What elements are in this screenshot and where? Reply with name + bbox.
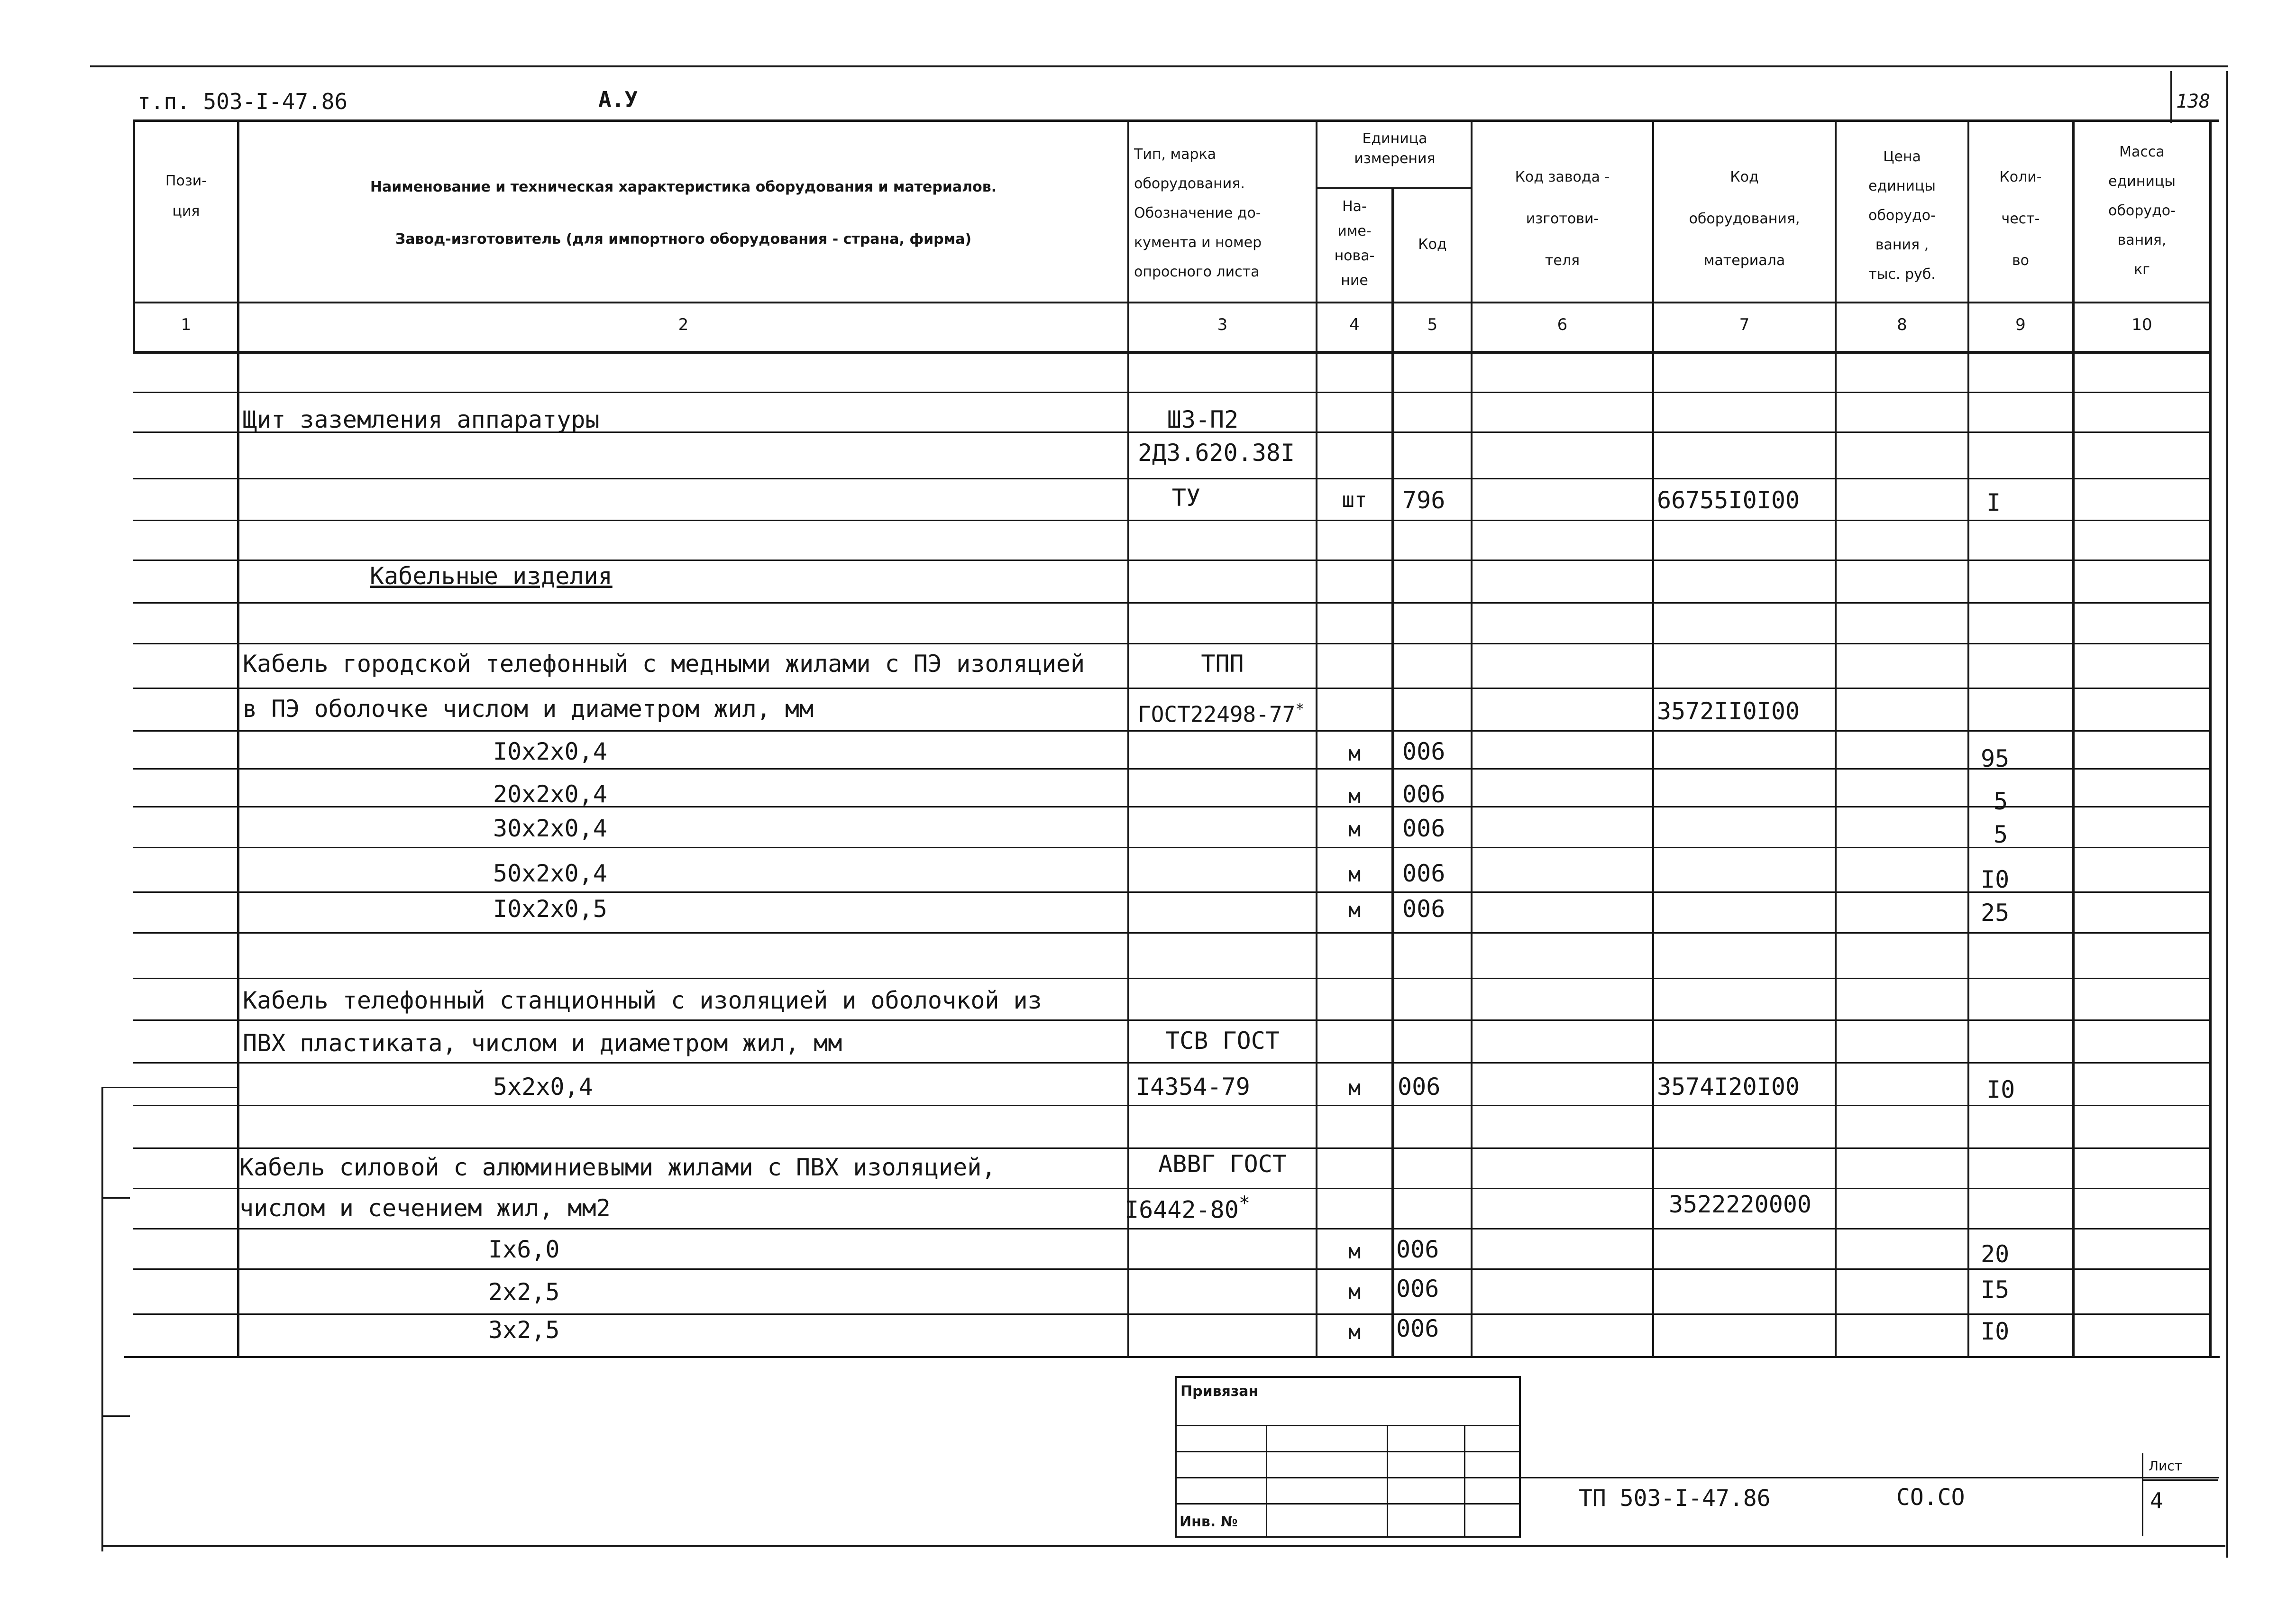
item-qty: I0 [1986, 1076, 2015, 1103]
col-5-title: Код [1418, 236, 1447, 253]
item-name: 5х2х0,4 [493, 1073, 593, 1101]
item-name: Iх6,0 [488, 1236, 560, 1263]
item-unit: м [1348, 1076, 1361, 1100]
item-type: 2ДЗ.620.38I [1138, 439, 1295, 467]
inventory-label: Инв. № [1180, 1514, 1238, 1530]
item-qty: I0 [1981, 1318, 2010, 1345]
item-unit-code: 796 [1402, 486, 1445, 514]
sheet-label: Лист [2149, 1458, 2182, 1474]
col-num-7: 7 [1739, 315, 1750, 334]
item-equip-code: 3574I20I00 [1657, 1073, 1800, 1101]
item-name: I0х2х0,4 [493, 738, 607, 765]
item-unit-code: 006 [1402, 860, 1445, 887]
item-unit-code: 006 [1402, 815, 1445, 842]
item-qty: I0 [1981, 866, 2010, 893]
col-2-title: Наименование и техническая характеристика оборудования и материалов. Завод-изготовитель (для импортного оборудования - страна, фирма) [370, 179, 997, 248]
col-num-10: 10 [2131, 315, 2152, 334]
col-num-9: 9 [2015, 315, 2026, 334]
item-type: I4354-79 [1136, 1073, 1250, 1101]
item-unit-code: 006 [1398, 1073, 1441, 1101]
item-name: Кабель силовой с алюминиевыми жилами с ПВХ изоляцией, [239, 1154, 996, 1181]
item-name: 30х2х0,4 [493, 815, 607, 842]
item-unit-code: 006 [1396, 1315, 1439, 1342]
item-unit: м [1348, 784, 1361, 808]
item-qty: I [1986, 489, 2001, 516]
item-type: АВВГ ГОСТ [1158, 1150, 1287, 1178]
item-name: I0х2х0,5 [493, 895, 607, 923]
item-name: числом и сечением жил, мм2 [239, 1194, 611, 1222]
col-num-8: 8 [1897, 315, 1907, 334]
item-unit: м [1348, 1239, 1361, 1264]
col-num-1: 1 [181, 315, 192, 334]
col-1-title: Пози- ция [165, 173, 207, 220]
col-7-title: Код оборудования, материала [1689, 169, 1800, 269]
bound-label: Привязан [1180, 1383, 1259, 1400]
item-unit: м [1348, 1280, 1361, 1304]
item-name: Кабель городской телефонный с медными жилами с ПЭ изоляцией [243, 650, 1085, 678]
item-unit-code: 006 [1396, 1275, 1439, 1303]
item-type: ТУ [1171, 484, 1201, 512]
item-qty: 5 [1994, 821, 2008, 848]
col-9-title: Коли- чест- во [1999, 169, 2042, 269]
item-unit: м [1348, 742, 1361, 766]
col-num-6: 6 [1557, 315, 1568, 334]
item-unit: м [1348, 862, 1361, 887]
col-3-title: Тип, марка оборудования. Обозначение до- кумента и номер опросного листа [1134, 146, 1262, 280]
item-type: ТСВ ГОСТ [1165, 1027, 1280, 1055]
item-type: I6442-80* [1125, 1193, 1250, 1224]
item-unit-code: 006 [1402, 895, 1445, 923]
item-equip-code: 66755I0I00 [1657, 486, 1800, 514]
item-name: 50х2х0,4 [493, 860, 607, 887]
item-name: 2х2,5 [488, 1278, 560, 1306]
item-name: Щит заземления аппаратуры [243, 406, 600, 433]
item-name: в ПЭ оболочке числом и диаметром жил, мм [243, 695, 814, 723]
item-name: 20х2х0,4 [493, 780, 607, 808]
col-num-3: 3 [1217, 315, 1228, 334]
item-type: ШЗ-П2 [1167, 406, 1239, 433]
item-unit-code: 006 [1396, 1236, 1439, 1263]
doc-reference: т.п. 503-I-47.86 [137, 89, 348, 114]
item-qty: 95 [1981, 745, 2010, 772]
sheet-code: А.У [598, 87, 638, 112]
item-qty: I5 [1981, 1276, 2010, 1303]
item-unit: м [1348, 1320, 1361, 1344]
col-num-2: 2 [678, 315, 689, 334]
col-6-title: Код завода - изготови- теля [1515, 169, 1610, 269]
item-unit: м [1348, 898, 1361, 922]
document-title: ТП 503-I-47.86 [1579, 1485, 1771, 1512]
page-number: 138 [2176, 91, 2211, 112]
unit-group-title: Единица измерения [1354, 130, 1436, 167]
col-num-4: 4 [1349, 315, 1360, 334]
col-4-title: На- име- нова- ние [1334, 198, 1375, 289]
col-8-title: Цена единицы оборудо- вания , тыс. руб. [1868, 148, 1936, 283]
item-unit-code: 006 [1402, 780, 1445, 808]
document-suffix: СО.СО [1896, 1484, 1965, 1511]
section-title: Кабельные изделия [370, 562, 613, 590]
item-type: ГОСТ22498-77* [1138, 700, 1305, 727]
col-10-title: Масса единицы оборудо- вания, кг [2108, 144, 2176, 278]
item-unit: м [1348, 817, 1361, 842]
item-name: 3х2,5 [488, 1316, 560, 1344]
col-num-5: 5 [1427, 315, 1438, 334]
item-name: Кабель телефонный станционный с изоляцией и оболочкой из [243, 987, 1042, 1014]
sheet-number: 4 [2150, 1488, 2163, 1514]
item-qty: 5 [1994, 788, 2008, 815]
item-qty: 25 [1981, 899, 2010, 927]
item-type: ТПП [1201, 650, 1244, 678]
item-unit-code: 006 [1402, 738, 1445, 765]
item-unit: шт [1342, 488, 1367, 512]
item-qty: 20 [1981, 1240, 2010, 1268]
item-equip-code: 3522220000 [1669, 1191, 1812, 1218]
item-name: ПВХ пластиката, числом и диаметром жил, мм [243, 1029, 842, 1057]
item-equip-code: 3572II0I00 [1657, 697, 1800, 725]
